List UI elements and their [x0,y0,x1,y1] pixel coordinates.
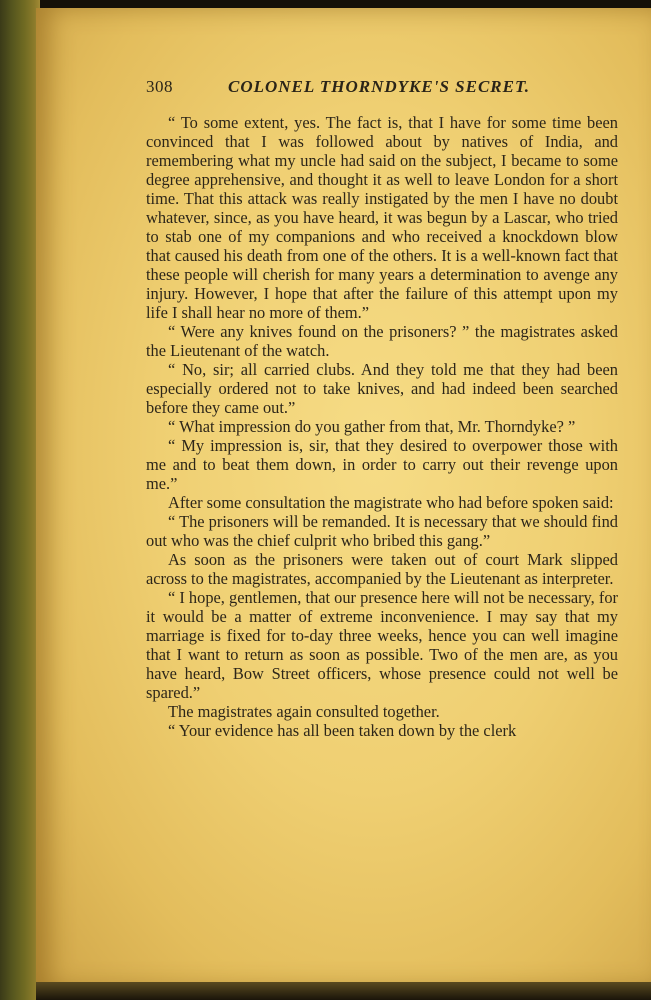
body-text [146,113,618,740]
page-header [146,77,618,101]
paragraph: “ My impression is, sir, that they desired to overpower those with me and to beat them down, in order to carry out their revenge upon me.” [146,436,618,493]
paragraph: “ No, sir; all carried clubs. And they told me that they had been especially ordered not to take knives, and had indeed been searched before they came out.” [146,360,618,417]
paragraph: The magistrates again consulted together. [168,702,440,721]
paragraph: As soon as the prisoners were taken out of court Mark slipped across to the magistrates, accompanied by the Lieutenant as interpreter. [146,550,618,588]
paragraph: “ The prisoners will be remanded. It is necessary that we should find out who was the chief culprit who bribed this gang.” [146,512,618,550]
paragraph: “ Were any knives found on the prisoners? ” the magistrates asked the Lieutenant of the watch. [146,322,618,360]
paragraph: “ To some extent, yes. The fact is, that I have for some time been convinced that I was followed about by natives of India, and remembering what my uncle had said on the subject, I became to some degree apprehensive, and thought it as well to leave London for a short time. That this attack was really instigated by the men I have no doubt whatever, since, as you have heard, it was begun by a Lascar, who tried to stab one of my companions and who received a knockdown blow that caused his death from one of the others. It is a well-known fact that these people will cherish for many years a determination to avenge any injury. However, I hope that after the failure of this attempt upon my life I shall hear no more of them.” [146,113,618,322]
paragraph: After some consultation the magistrate who had before spoken said: [168,493,614,512]
page-bottom-edge [36,982,651,1000]
book-binding [0,0,40,1000]
page-number: 308 [146,77,173,96]
paragraph: “ I hope, gentlemen, that our presence here will not be necessary, for it would be a matter of extreme inconvenience. I may say that my marriage is fixed for to-day three weeks, hence you can well imagine that I want to return as soon as possible. Two of the men are, as you have heard, Bow Street officers, whose presence could not well be spared.” [146,588,618,702]
running-title: COLONEL THORNDYKE'S SECRET. [228,77,531,96]
paragraph: “ What impression do you gather from that, Mr. Thorndyke? ” [168,417,576,436]
paragraph: “ Your evidence has all been taken down by the clerk [168,721,517,740]
